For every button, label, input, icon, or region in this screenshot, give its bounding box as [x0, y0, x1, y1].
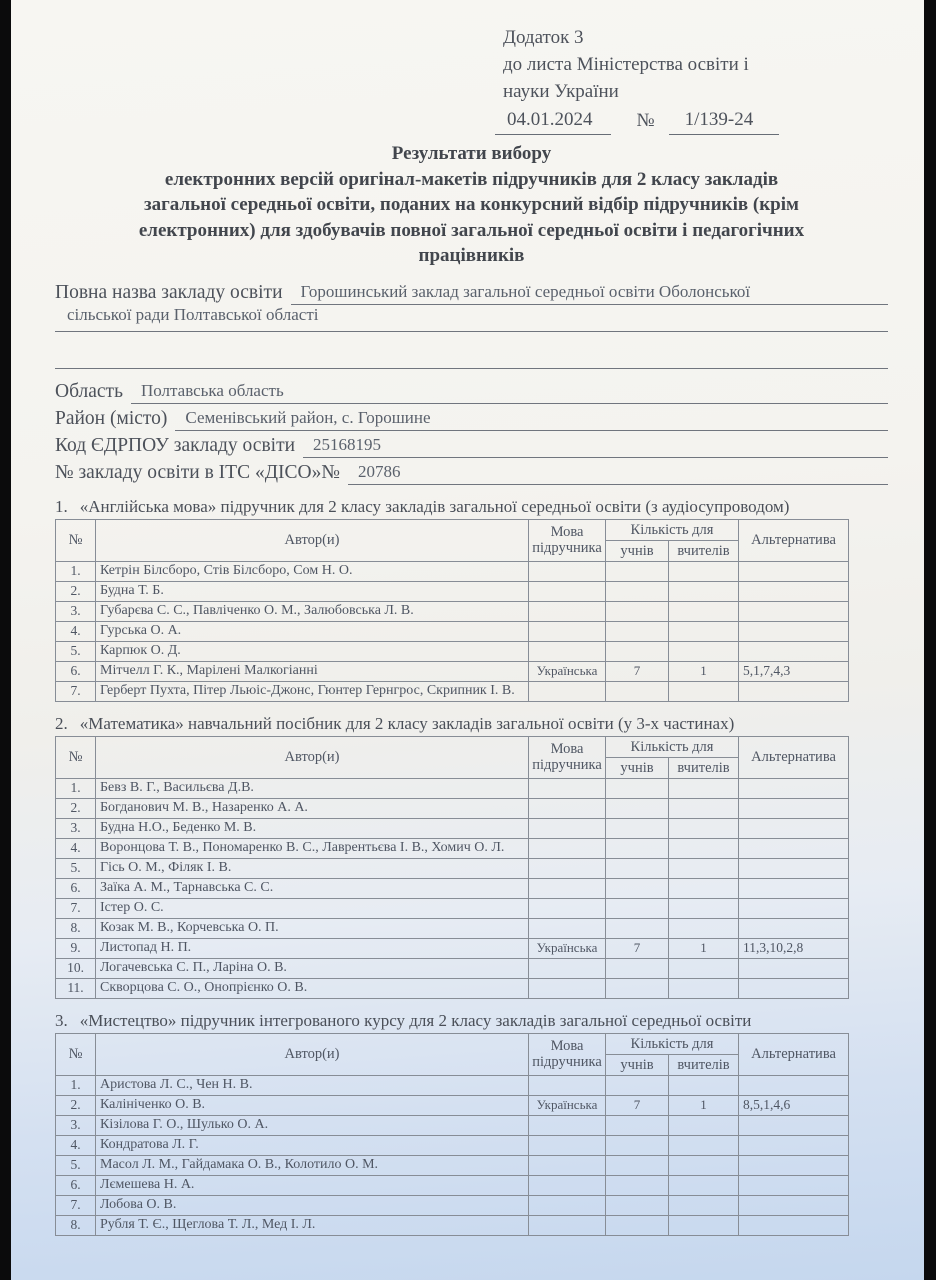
- table-row: [56, 938, 849, 958]
- letter-date: 04.01.2024: [495, 109, 611, 135]
- cell-alt: [739, 1155, 849, 1175]
- cell-num: 6.: [56, 878, 96, 898]
- cell-teachers: [669, 1195, 739, 1215]
- letter-number: 1/139-24: [669, 109, 780, 135]
- cell-alt: [739, 1175, 849, 1195]
- table-row: [56, 561, 849, 581]
- cell-alt: [739, 1215, 849, 1235]
- cell-students: 7: [606, 661, 669, 681]
- full-name-field: [55, 278, 888, 305]
- table-body: [56, 778, 849, 998]
- cell-lang: Українська: [529, 938, 606, 958]
- table-row: [56, 798, 849, 818]
- cell-alt: [739, 1075, 849, 1095]
- table-body: [56, 1075, 849, 1235]
- cell-num: 1.: [56, 1075, 96, 1095]
- cell-alt: [739, 958, 849, 978]
- district-value: Семенівський район, с. Горошине: [175, 408, 888, 431]
- cell-num: 3.: [56, 601, 96, 621]
- book-section: [55, 714, 888, 999]
- cell-students: [606, 778, 669, 798]
- header-num: №: [56, 519, 96, 561]
- empty-underline: [55, 338, 888, 369]
- cell-num: 5.: [56, 858, 96, 878]
- cell-students: [606, 818, 669, 838]
- cell-num: 4.: [56, 838, 96, 858]
- cell-num: 6.: [56, 1175, 96, 1195]
- cell-authors: Богданович М. В., Назаренко А. А.: [96, 798, 529, 818]
- cell-students: [606, 978, 669, 998]
- cell-lang: Українська: [529, 661, 606, 681]
- photo-dark-edge-left: [0, 0, 11, 1280]
- cell-students: [606, 798, 669, 818]
- table-row: [56, 621, 849, 641]
- cell-lang: [529, 878, 606, 898]
- cell-num: 9.: [56, 938, 96, 958]
- cell-students: [606, 641, 669, 661]
- cell-teachers: [669, 581, 739, 601]
- title-line-3: загальної середньої освіти, поданих на конкурсний відбір підручників (крім: [144, 194, 799, 215]
- scanned-document-page: [11, 0, 924, 1280]
- cell-authors: Гісь О. М., Філяк І. В.: [96, 858, 529, 878]
- cell-teachers: [669, 918, 739, 938]
- cell-lang: [529, 1195, 606, 1215]
- region-label: Область: [55, 380, 123, 402]
- region-value: Полтавська область: [131, 381, 888, 404]
- table-row: [56, 581, 849, 601]
- edrpou-label: Код ЄДРПОУ закладу освіти: [55, 434, 296, 456]
- cell-lang: [529, 958, 606, 978]
- cell-num: 2.: [56, 798, 96, 818]
- table-row: [56, 661, 849, 681]
- table-row: [56, 1175, 849, 1195]
- cell-authors: Скворцова С. О., Онопрієнко О. В.: [96, 978, 529, 998]
- cell-students: [606, 681, 669, 701]
- header-authors: Автор(и): [96, 736, 529, 778]
- table-row: [56, 1115, 849, 1135]
- cell-teachers: 1: [669, 1095, 739, 1115]
- header-alternative: Альтернатива: [739, 736, 849, 778]
- cell-authors: Масол Л. М., Гайдамака О. В., Колотило О. М.: [96, 1155, 529, 1175]
- table-row: [56, 641, 849, 661]
- district-field: [55, 404, 888, 431]
- cell-teachers: [669, 621, 739, 641]
- full-name-value: Горошинський заклад загальної середньої освіти Оболонської: [291, 282, 888, 305]
- cell-num: 1.: [56, 561, 96, 581]
- section-number: 3.: [55, 1010, 68, 1030]
- cell-num: 3.: [56, 818, 96, 838]
- cell-lang: [529, 1215, 606, 1235]
- cell-teachers: [669, 641, 739, 661]
- cell-lang: [529, 778, 606, 798]
- cell-teachers: [669, 681, 739, 701]
- cell-alt: [739, 1115, 849, 1135]
- letter-date-row: [495, 105, 888, 135]
- cell-num: 6.: [56, 661, 96, 681]
- cell-alt: 8,5,1,4,6: [739, 1095, 849, 1115]
- cell-teachers: [669, 1115, 739, 1135]
- header-quantity: Кількість для: [606, 1033, 739, 1054]
- cell-num: 7.: [56, 1195, 96, 1215]
- cell-authors: Будна Н.О., Беденко М. В.: [96, 818, 529, 838]
- sections: [55, 497, 888, 1236]
- title-line-4: електронних) для здобувачів повної загальної середньої освіти і педагогічних: [138, 219, 805, 241]
- photo-dark-edge-right: [924, 0, 936, 1280]
- cell-students: [606, 958, 669, 978]
- cell-teachers: [669, 958, 739, 978]
- books-table: [55, 519, 849, 702]
- region-field: [55, 377, 888, 404]
- section-title: «Мистецтво» підручник інтегрованого курсу для 2 класу закладів загальної середньої освіти: [79, 1010, 752, 1030]
- appendix-line-3: науки України: [503, 81, 619, 102]
- appendix-line-2: до листа Міністерства освіти і: [503, 54, 749, 75]
- cell-students: [606, 1195, 669, 1215]
- cell-teachers: [669, 878, 739, 898]
- cell-students: [606, 1155, 669, 1175]
- cell-lang: [529, 798, 606, 818]
- cell-authors: Рубля Т. Є., Щеглова Т. Л., Мед І. Л.: [96, 1215, 529, 1235]
- header-num: №: [56, 1033, 96, 1075]
- cell-teachers: [669, 601, 739, 621]
- cell-students: [606, 1215, 669, 1235]
- header-language: Мова підручника: [529, 736, 606, 778]
- section-heading: [55, 1011, 888, 1031]
- header-authors: Автор(и): [96, 1033, 529, 1075]
- table-row: [56, 818, 849, 838]
- table-header: [56, 1033, 849, 1075]
- cell-num: 2.: [56, 1095, 96, 1115]
- cell-num: 10.: [56, 958, 96, 978]
- cell-teachers: [669, 838, 739, 858]
- title-line-1: Результати вибору: [391, 143, 552, 164]
- cell-alt: [739, 1135, 849, 1155]
- document-content: [11, 0, 924, 1236]
- full-name-label: Повна назва закладу освіти: [55, 281, 283, 303]
- cell-alt: [739, 818, 849, 838]
- title-line-2: електронних версій оригінал-макетів підручників для 2 класу закладів: [164, 168, 779, 190]
- table-row: [56, 898, 849, 918]
- cell-lang: [529, 681, 606, 701]
- cell-num: 7.: [56, 681, 96, 701]
- cell-lang: [529, 838, 606, 858]
- table-row: [56, 958, 849, 978]
- district-label: Район (місто): [55, 407, 168, 429]
- table-header: [56, 736, 849, 778]
- school-info-fields: [55, 278, 888, 485]
- cell-alt: [739, 978, 849, 998]
- cell-teachers: [669, 561, 739, 581]
- cell-authors: Карпюк О. Д.: [96, 641, 529, 661]
- title-line-5: працівників: [418, 245, 525, 266]
- cell-authors: Гурська О. А.: [96, 621, 529, 641]
- header-students: учнів: [606, 1054, 669, 1075]
- table-row: [56, 1075, 849, 1095]
- cell-num: 1.: [56, 778, 96, 798]
- number-sign: №: [636, 110, 655, 131]
- cell-teachers: [669, 1155, 739, 1175]
- cell-students: [606, 1175, 669, 1195]
- cell-students: [606, 918, 669, 938]
- header-quantity: Кількість для: [606, 736, 739, 757]
- cell-lang: [529, 581, 606, 601]
- cell-alt: [739, 798, 849, 818]
- table-row: [56, 778, 849, 798]
- cell-authors: Бевз В. Г., Васильєва Д.В.: [96, 778, 529, 798]
- cell-alt: 5,1,7,4,3: [739, 661, 849, 681]
- cell-lang: [529, 1135, 606, 1155]
- header-alternative: Альтернатива: [739, 519, 849, 561]
- cell-authors: Мітчелл Г. К., Марілені Малкогіанні: [96, 661, 529, 681]
- cell-students: [606, 1115, 669, 1135]
- cell-authors: Кетрін Білсборо, Стів Білсборо, Сом Н. О.: [96, 561, 529, 581]
- cell-alt: [739, 878, 849, 898]
- cell-num: 5.: [56, 641, 96, 661]
- cell-num: 3.: [56, 1115, 96, 1135]
- cell-teachers: 1: [669, 938, 739, 958]
- table-row: [56, 601, 849, 621]
- cell-lang: [529, 621, 606, 641]
- cell-alt: [739, 621, 849, 641]
- books-table: [55, 1033, 849, 1236]
- cell-teachers: [669, 1135, 739, 1155]
- cell-num: 7.: [56, 898, 96, 918]
- cell-lang: [529, 898, 606, 918]
- cell-teachers: [669, 898, 739, 918]
- cell-lang: [529, 561, 606, 581]
- cell-num: 8.: [56, 918, 96, 938]
- cell-authors: Калініченко О. В.: [96, 1095, 529, 1115]
- cell-alt: [739, 898, 849, 918]
- cell-teachers: 1: [669, 661, 739, 681]
- cell-alt: [739, 838, 849, 858]
- cell-students: [606, 561, 669, 581]
- table-row: [56, 858, 849, 878]
- cell-alt: [739, 561, 849, 581]
- edrpou-field: [55, 431, 888, 458]
- cell-teachers: [669, 1175, 739, 1195]
- diso-value: 20786: [348, 462, 888, 485]
- header-teachers: вчителів: [669, 757, 739, 778]
- appendix-line-1: Додаток 3: [503, 27, 584, 48]
- cell-authors: Кізілова Г. О., Шулько О. А.: [96, 1115, 529, 1135]
- header-students: учнів: [606, 540, 669, 561]
- full-name-value-line2: сільської ради Полтавської області: [55, 305, 888, 332]
- cell-students: [606, 601, 669, 621]
- cell-num: 2.: [56, 581, 96, 601]
- cell-authors: Аристова Л. С., Чен Н. В.: [96, 1075, 529, 1095]
- header-teachers: вчителів: [669, 540, 739, 561]
- cell-num: 4.: [56, 1135, 96, 1155]
- table-row: [56, 878, 849, 898]
- cell-teachers: [669, 818, 739, 838]
- cell-alt: [739, 918, 849, 938]
- cell-lang: [529, 818, 606, 838]
- cell-students: [606, 1135, 669, 1155]
- section-number: 1.: [55, 496, 68, 516]
- cell-students: [606, 898, 669, 918]
- cell-teachers: [669, 1075, 739, 1095]
- cell-lang: [529, 978, 606, 998]
- table-row: [56, 838, 849, 858]
- cell-teachers: [669, 978, 739, 998]
- cell-students: [606, 838, 669, 858]
- cell-alt: [739, 1195, 849, 1215]
- appendix-block: [503, 24, 888, 105]
- cell-num: 4.: [56, 621, 96, 641]
- cell-authors: Герберт Пухта, Пітер Льюіс-Джонс, Гюнтер Гернгрос, Скрипник І. В.: [96, 681, 529, 701]
- cell-alt: [739, 778, 849, 798]
- edrpou-value: 25168195: [303, 435, 888, 458]
- cell-students: [606, 581, 669, 601]
- diso-label: № закладу освіти в ІТС «ДІСО»№: [55, 461, 340, 483]
- section-heading: [55, 714, 888, 734]
- cell-num: 5.: [56, 1155, 96, 1175]
- section-title: «Англійська мова» підручник для 2 класу закладів загальної середньої освіти (з аудіосупроводом): [79, 496, 790, 516]
- table-row: [56, 1135, 849, 1155]
- header-students: учнів: [606, 757, 669, 778]
- cell-teachers: [669, 858, 739, 878]
- cell-students: [606, 858, 669, 878]
- table-body: [56, 561, 849, 701]
- cell-teachers: [669, 798, 739, 818]
- table-row: [56, 681, 849, 701]
- section-heading: [55, 497, 888, 517]
- header-teachers: вчителів: [669, 1054, 739, 1075]
- diso-field: [55, 458, 888, 485]
- cell-students: [606, 621, 669, 641]
- section-title: «Математика» навчальний посібник для 2 класу закладів загальної освіти (у 3-х частинах): [79, 713, 735, 733]
- cell-num: 8.: [56, 1215, 96, 1235]
- cell-num: 11.: [56, 978, 96, 998]
- cell-students: [606, 1075, 669, 1095]
- cell-lang: [529, 641, 606, 661]
- table-row: [56, 918, 849, 938]
- book-section: [55, 497, 888, 702]
- header-language: Мова підручника: [529, 1033, 606, 1075]
- book-section: [55, 1011, 888, 1236]
- cell-lang: [529, 1155, 606, 1175]
- cell-lang: [529, 601, 606, 621]
- cell-authors: Логачевська С. П., Ларіна О. В.: [96, 958, 529, 978]
- cell-students: 7: [606, 1095, 669, 1115]
- cell-authors: Істер О. С.: [96, 898, 529, 918]
- cell-students: [606, 878, 669, 898]
- table-row: [56, 1155, 849, 1175]
- cell-alt: [739, 641, 849, 661]
- document-title: [55, 141, 888, 269]
- header-language: Мова підручника: [529, 519, 606, 561]
- cell-alt: [739, 581, 849, 601]
- cell-authors: Лємешева Н. А.: [96, 1175, 529, 1195]
- header-num: №: [56, 736, 96, 778]
- cell-authors: Лобова О. В.: [96, 1195, 529, 1215]
- table-row: [56, 1215, 849, 1235]
- cell-authors: Листопад Н. П.: [96, 938, 529, 958]
- cell-authors: Губарєва С. С., Павліченко О. М., Залюбовська Л. В.: [96, 601, 529, 621]
- cell-alt: [739, 681, 849, 701]
- table-header: [56, 519, 849, 561]
- cell-authors: Будна Т. Б.: [96, 581, 529, 601]
- table-row: [56, 1095, 849, 1115]
- cell-lang: Українська: [529, 1095, 606, 1115]
- header-alternative: Альтернатива: [739, 1033, 849, 1075]
- section-number: 2.: [55, 713, 68, 733]
- cell-authors: Козак М. В., Корчевська О. П.: [96, 918, 529, 938]
- header-quantity: Кількість для: [606, 519, 739, 540]
- cell-lang: [529, 1075, 606, 1095]
- cell-alt: [739, 601, 849, 621]
- cell-teachers: [669, 778, 739, 798]
- header-authors: Автор(и): [96, 519, 529, 561]
- cell-teachers: [669, 1215, 739, 1235]
- cell-lang: [529, 1175, 606, 1195]
- cell-alt: [739, 858, 849, 878]
- cell-alt: 11,3,10,2,8: [739, 938, 849, 958]
- cell-students: 7: [606, 938, 669, 958]
- cell-lang: [529, 918, 606, 938]
- cell-lang: [529, 1115, 606, 1135]
- cell-authors: Заїка А. М., Тарнавська С. С.: [96, 878, 529, 898]
- cell-authors: Воронцова Т. В., Пономаренко В. С., Лаврентьєва І. В., Хомич О. Л.: [96, 838, 529, 858]
- cell-authors: Кондратова Л. Г.: [96, 1135, 529, 1155]
- books-table: [55, 736, 849, 999]
- table-row: [56, 1195, 849, 1215]
- table-row: [56, 978, 849, 998]
- cell-lang: [529, 858, 606, 878]
